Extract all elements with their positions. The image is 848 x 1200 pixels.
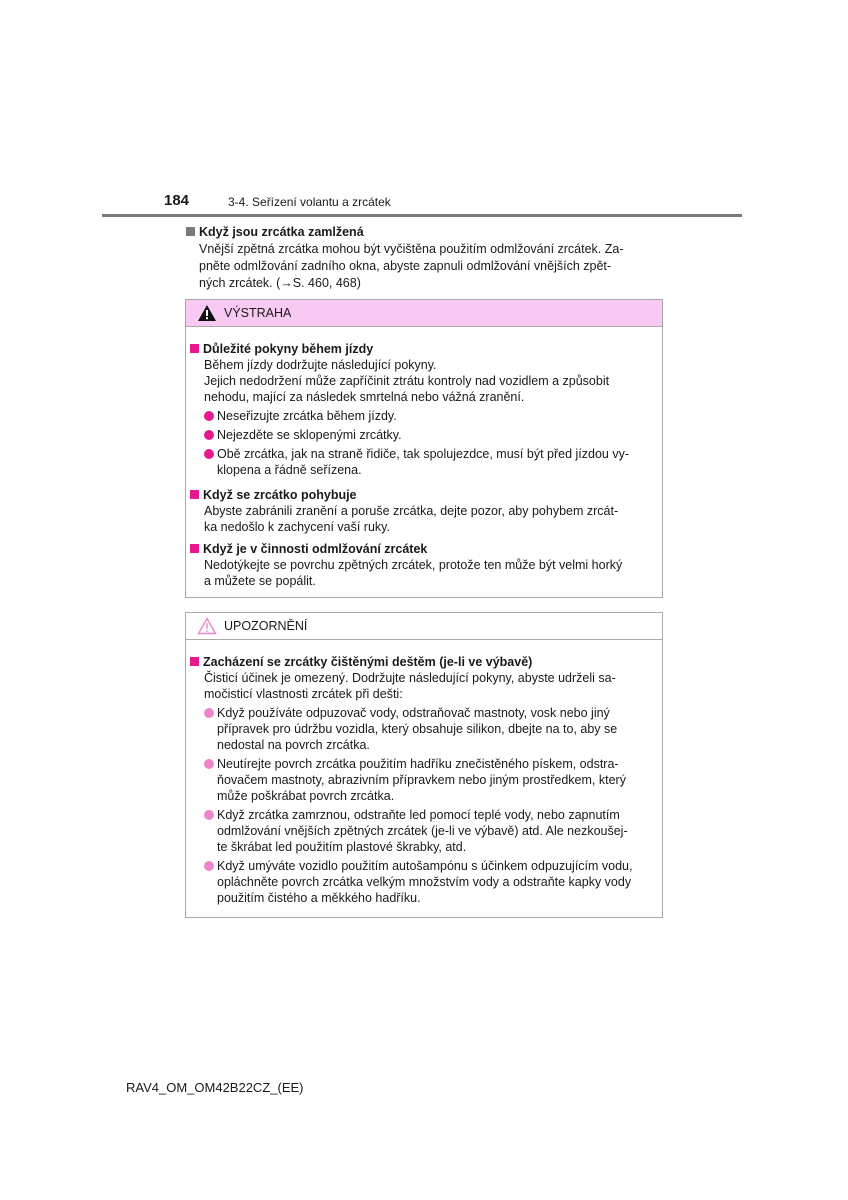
text-line: Během jízdy dodržujte následující pokyny. [204,358,437,372]
warning-title: VÝSTRAHA [224,306,292,320]
notice-box [185,612,663,918]
section-heading: Když jsou zrcátka zamlžená [186,224,660,241]
square-bullet-icon [190,490,199,499]
list-item: Když umýváte vozidlo použitím autošampónu s účinkem odpuzujícím vodu, opláchněte povrch zrcátka velkým množstvím vody a odstraňte kapky vody použitím čistého a měkkého hadříku. [190,858,654,906]
text-line: Vnější zpětná zrcátka mohou být vyčištěna použitím odmlžování zrcátek. Za- [199,242,624,256]
caution-triangle-icon [197,617,217,635]
warning-box [185,299,663,598]
list-item: Když používáte odpuzovač vody, odstraňovač mastnoty, vosk nebo jiný přípravek pro údržbu vozidla, který obsahuje silikon, dbejte na to, aby se nedostal na povrch zrcátka. [190,705,654,753]
notice-title: UPOZORNĚNÍ [224,619,308,633]
notice-subheading: Zacházení se zrcátky čištěnými deštěm (je-li ve výbavě) [190,654,654,670]
dot-bullet-icon [204,411,214,421]
square-bullet-icon [190,544,199,553]
header-divider [102,214,742,217]
warning-body [186,327,662,597]
list-item: Neutírejte povrch zrcátka použitím hadříku znečistěného pískem, odstra- ňovačem mastnoty, abrazivním přípravkem nebo jiným prostředkem, který může poškrábat povrch zrcátka. [190,756,654,804]
notice-body [186,640,662,917]
list-item: Neseřizujte zrcátka během jízdy. [190,408,654,424]
notice-header [186,613,662,640]
warning-subheading: Důležité pokyny během jízdy [190,341,654,357]
section-text [186,241,660,292]
text-line: Nedotýkejte se povrchu zpětných zrcátek, protože ten může být velmi horký [204,558,623,572]
warning-triangle-icon [197,304,217,322]
square-bullet-icon [190,344,199,353]
dot-bullet-icon [204,759,214,769]
dot-bullet-icon [204,708,214,718]
text-line: Čisticí účinek je omezený. Dodržujte následující pokyny, abyste udrželi sa- [204,671,616,685]
dot-bullet-icon [204,810,214,820]
warning-header [186,300,662,327]
text-line: ných zrcátek. (→S. 460, 468) [199,276,361,290]
list-item: Nejezděte se sklopenými zrcátky. [190,427,654,443]
warning-subheading: Když se zrcátko pohybuje [190,487,654,503]
text-line: Abyste zabránili zranění a poruše zrcátka, dejte pozor, aby pohybem zrcát- [204,504,619,518]
list-item: Obě zrcátka, jak na straně řidiče, tak spolujezdce, musí být před jízdou vy- klopena a řádně seřízena. [190,446,654,478]
dot-bullet-icon [204,861,214,871]
page-number: 184 [164,192,190,209]
chapter-title: 3-4. Seřízení volantu a zrcátek [228,195,391,209]
list-item: Když zrcátka zamrznou, odstraňte led pomocí teplé vody, nebo zapnutím odmlžování vnějších zpětných zrcátek (je-li ve výbavě) atd. Ale nezkoušej- te škrábat led použitím plastové škrabky, atd. [190,807,654,855]
text-line: nehodu, mající za následek smrtelná nebo vážná zranění. [204,390,525,404]
dot-bullet-icon [204,449,214,459]
text-line: pněte odmlžování zadního okna, abyste zapnuli odmlžování vnějších zpět- [199,259,612,273]
text-line: Jejich nedodržení může zapříčinit ztrátu kontroly nad vozidlem a způsobit [204,374,610,388]
text-line: močisticí vlastnosti zrcátek při dešti: [204,687,403,701]
text-line: ka nedošlo k zachycení vaší ruky. [204,520,390,534]
text-line: a můžete se popálit. [204,574,316,588]
dot-bullet-icon [204,430,214,440]
defog-section [186,224,660,292]
warning-subheading: Když je v činnosti odmlžování zrcátek [190,541,654,557]
square-bullet-icon [186,227,195,236]
document-code: RAV4_OM_OM42B22CZ_(EE) [126,1080,304,1095]
square-bullet-icon [190,657,199,666]
